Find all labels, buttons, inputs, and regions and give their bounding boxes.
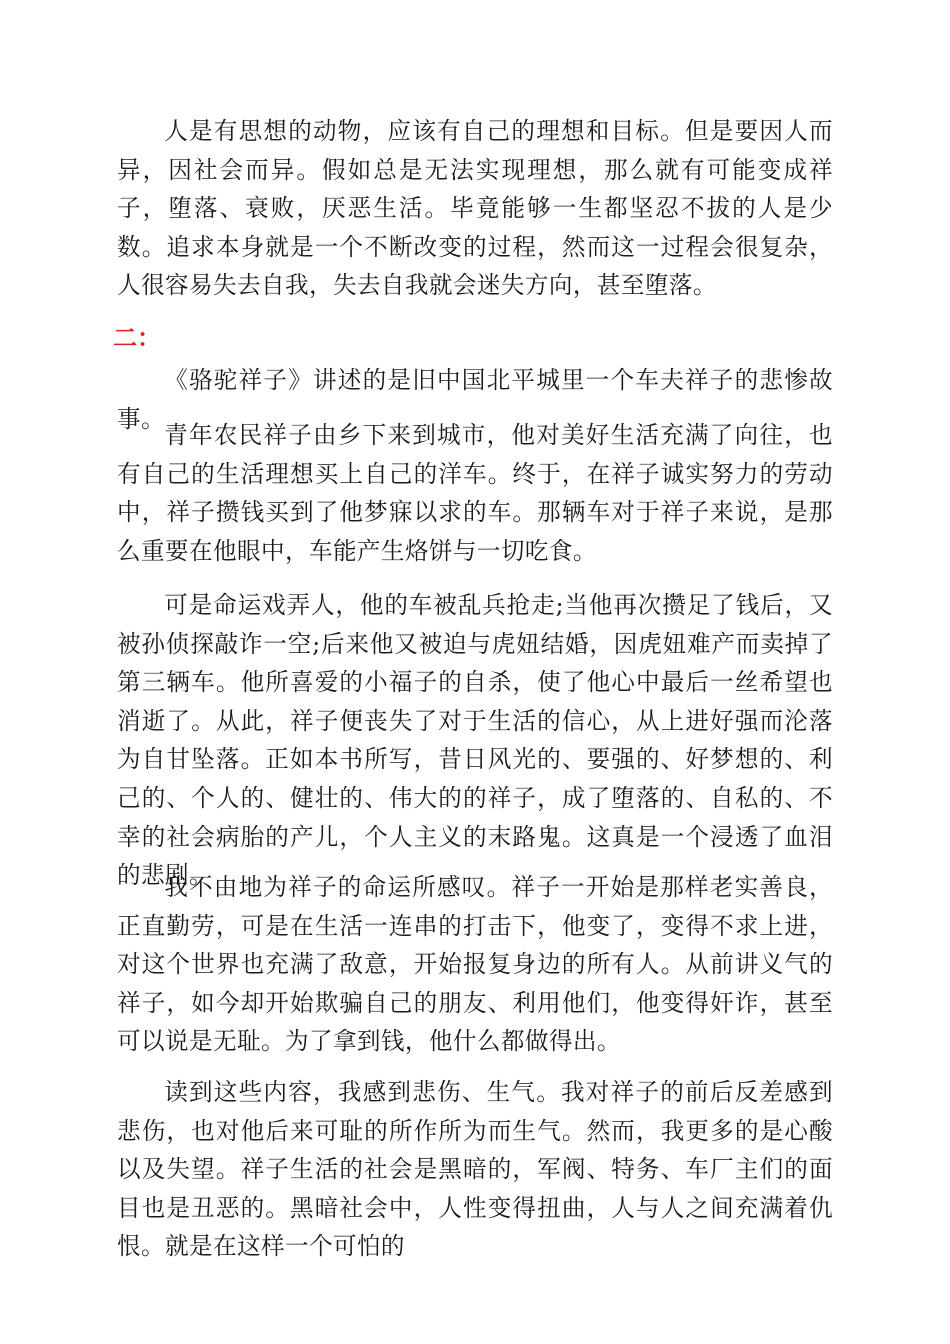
paragraph-5: 我不由地为祥子的命运所感叹。祥子一开始是那样老实善良，正直勤劳，可是在生活一连串的打击下，他变了，变得不求上进，对这个世界也充满了敌意，开始报复身边的所有人。从前讲义气的祥子，如今却开始欺骗自己的朋友、利用他们，他变得奸诈，甚至可以说是无耻。为了拿到钱，他什么都做得出。 [117, 873, 833, 1056]
section-heading: 二： [113, 324, 161, 352]
paragraph-6: 读到这些内容，我感到悲伤、生气。我对祥子的前后反差感到悲伤，也对他后来可耻的所作所为而生气。然而，我更多的是心酸以及失望。祥子生活的社会是黑暗的，军阀、特务、车厂主们的面目也是丑恶的。黑暗社会中，人性变得扭曲，人与人之间充满着仇恨。就是在这样一个可怕的 [117, 1078, 833, 1261]
paragraph-1: 人是有思想的动物，应该有自己的理想和目标。但是要因人而异，因社会而异。假如总是无法实现理想，那么就有可能变成祥子，堕落、衰败，厌恶生活。毕竟能够一生都坚忍不拔的人是少数。追求本身就是一个不断改变的过程，然而这一过程会很复杂，人很容易失去自我，失去自我就会迷失方向，甚至堕落。 [117, 117, 833, 300]
paragraph-2: 《骆驼祥子》讲述的是旧中国北平城里一个车夫祥子的悲惨故事。 [117, 366, 833, 433]
paragraph-3: 青年农民祥子由乡下来到城市，他对美好生活充满了向往，也有自己的生活理想买上自己的洋车。终于，在祥子诚实努力的劳动中，祥子攒钱买到了他梦寐以求的车。那辆车对于祥子来说，是那么重要在他眼中，车能产生烙饼与一切吃食。 [117, 421, 833, 565]
paragraph-4: 可是命运戏弄人，他的车被乱兵抢走;当他再次攒足了钱后，又被孙侦探敲诈一空;后来他又被迫与虎妞结婚，因虎妞难产而卖掉了第三辆车。他所喜爱的小福子的自杀，使了他心中最后一丝希望也消逝了。从此，祥子便丧失了对于生活的信心，从上进好强而沦落为自甘坠落。正如本书所写，昔日风光的、要强的、好梦想的、利己的、个人的、健壮的、伟大的的祥子，成了堕落的、自私的、不幸的社会病胎的产儿，个人主义的末路鬼。这真是一个浸透了血泪的悲剧。 [117, 591, 833, 890]
